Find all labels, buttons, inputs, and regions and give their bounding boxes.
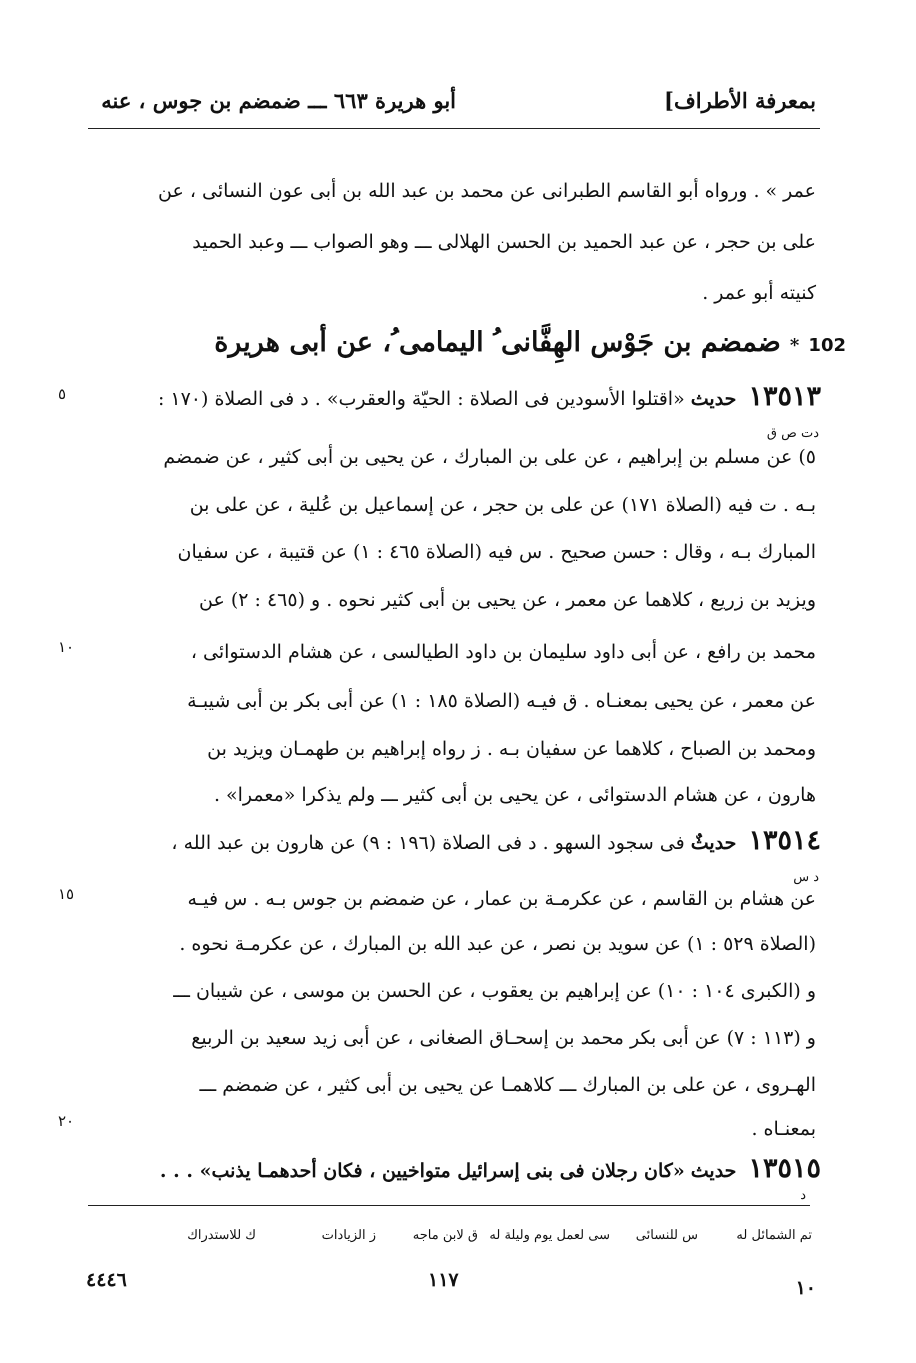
- hadith-13513-line-6: محمد بن رافع ، عن أبى داود سليمان بن داود الطيالسى ، عن هشام الدستوائى ،: [190, 641, 816, 663]
- hadith-13514-line-3: (الصلاة ٥٢٩ : ١) عن سويد بن نصر ، عن عبد الله بن المبارك ، عن عكرمـة نحوه .: [179, 933, 816, 955]
- hadith-13514-line-2: عن هشام بن القاسم ، عن عكرمـة بن عمار ، عن ضمضم بن جوس بـه . س فيـه: [187, 888, 816, 910]
- intro-line-3: كنيته أبو عمر .: [702, 282, 816, 304]
- hadith-13513-line-3: بـه . ت فيه (الصلاة ١٧١) عن على بن حجر ، عن إسماعيل بن عُلية ، عن على بن: [189, 494, 816, 516]
- margin-line-5: ٥: [58, 385, 67, 403]
- footnote-item-3: سى لعمل يوم وليلة له: [489, 1228, 610, 1243]
- section-number: 102: [808, 335, 846, 356]
- hadith-13514-line-4: و (الكبرى ١٠٤ : ١٠) عن إبراهيم بن يعقوب ، عن الحسن بن موسى ، عن شيبان ـــ: [173, 980, 816, 1002]
- margin-sigla-13513: دت ص ق: [766, 426, 819, 441]
- section-star: *: [789, 335, 800, 356]
- hadith-13513-line-5: ويزيد بن زريع ، كلاهما عن معمر ، عن يحيى بن أبى كثير نحوه . و (٤٦٥ : ٢) عن: [198, 589, 816, 611]
- margin-line-20: ٢٠: [58, 1112, 75, 1130]
- hadith-13514-line-6: الهـروى ، عن على بن المبارك ـــ كلاهمـا عن يحيى بن أبى كثير ، عن ضمضم ـــ: [199, 1074, 816, 1096]
- footer-volume: ١٠: [795, 1277, 816, 1299]
- hadith-number-13513: ١٣٥١٣: [748, 381, 821, 412]
- hadith-13513-line-1: [95, 382, 821, 414]
- hadith-number-13515: ١٣٥١٥: [748, 1153, 821, 1184]
- hadith-13513-line-2: ٥) عن مسلم بن إبراهيم ، عن على بن المبارك ، عن يحيى بن أبى كثير ، عن ضمضم: [163, 446, 816, 468]
- section-title: ضمضم بن جَوْس الهِفَّانى ُ اليمامى ُ، عن أبى هريرة: [214, 327, 781, 358]
- intro-line-2: على بن حجر ، عن عبد الحميد بن الحسن الهلالى ـــ وهو الصواب ـــ وعبد الحميد: [192, 231, 816, 253]
- hadith-13513-line-8: ومحمد بن الصباح ، كلاهما عن سفيان بـه . ز رواه إبراهيم بن طهمـان ويزيد بن: [207, 738, 816, 760]
- footnote-item-6: ك للاستدراك: [187, 1228, 256, 1243]
- hadith-13513-line-9: هارون ، عن هشام الدستوائى ، عن يحيى بن أبى كثير ـــ ولم يذكرا «معمرا» .: [213, 784, 816, 806]
- hadith-13514-line-5: و (١١٣ : ٧) عن أبى بكر محمد بن إسحـاق الصغانى ، عن أبى زيد سعيد بن الربيع: [191, 1027, 816, 1049]
- footnote-item-1: تم الشمائل له: [736, 1228, 812, 1243]
- hadith-13515-text: «كان رجلان فى بنى إسرائيل متواخيين ، فكان أحدهمـا يذنب» . . .: [159, 1160, 685, 1182]
- footnote-rule: [88, 1205, 810, 1206]
- footer-serial: ٤٤٤٦: [86, 1269, 127, 1291]
- hadith-number-13514: ١٣٥١٤: [748, 825, 821, 856]
- header-rule: [88, 128, 820, 129]
- running-header: [90, 88, 816, 122]
- header-center: أبو هريرة ٦٦٣ ـــ ضمضم بن جوس ، عنه: [101, 88, 456, 113]
- margin-sigla-13515: د: [800, 1188, 806, 1203]
- hadith-label-13513: حديث: [690, 388, 737, 410]
- intro-line-1: عمر » . ورواه أبو القاسم الطبرانى عن محمد بن عبد الله بن أبى عون النسائى ، عن: [158, 180, 816, 202]
- hadith-13513-line-7: عن معمر ، عن يحيى بمعنـاه . ق فيـه (الصلاة ١٨٥ : ١) عن أبى بكر بن أبى شيبـة: [187, 690, 816, 712]
- hadith-13514-line-7: بمعنـاه .: [751, 1118, 816, 1140]
- page-number: ١١٧: [428, 1269, 459, 1291]
- margin-sigla-13514: د س: [793, 870, 819, 885]
- hadith-13513-text-1: «اقتلوا الأسودين فى الصلاة : الحيّة والعقرب» . د فى الصلاة (١٧٠ :: [157, 388, 685, 410]
- margin-line-10: ١٠: [58, 638, 75, 656]
- footnote-item-2: س للنسائى: [635, 1228, 698, 1243]
- header-right: بمعرفة الأطراف]: [664, 88, 816, 113]
- footnote-item-5: ز الزيادات: [321, 1228, 376, 1243]
- hadith-13514-text-1: فى سجود السهو . د فى الصلاة (١٩٦ : ٩) عن هارون بن عبد الله ،: [171, 832, 685, 854]
- footnote-item-4: ق لابن ماجه: [412, 1228, 478, 1243]
- hadith-label-13514: حديثٌ: [690, 832, 737, 854]
- hadith-13514-line-1: [95, 826, 821, 858]
- hadith-13515-line-1: [95, 1154, 821, 1186]
- hadith-13513-line-4: المبارك بـه ، وقال : حسن صحيح . س فيه (الصلاة ٤٦٥ : ١) عن قتيبة ، عن سفيان: [177, 541, 816, 563]
- section-heading: [146, 327, 846, 358]
- hadith-label-13515: حديث: [690, 1160, 737, 1182]
- margin-line-15: ١٥: [58, 885, 75, 903]
